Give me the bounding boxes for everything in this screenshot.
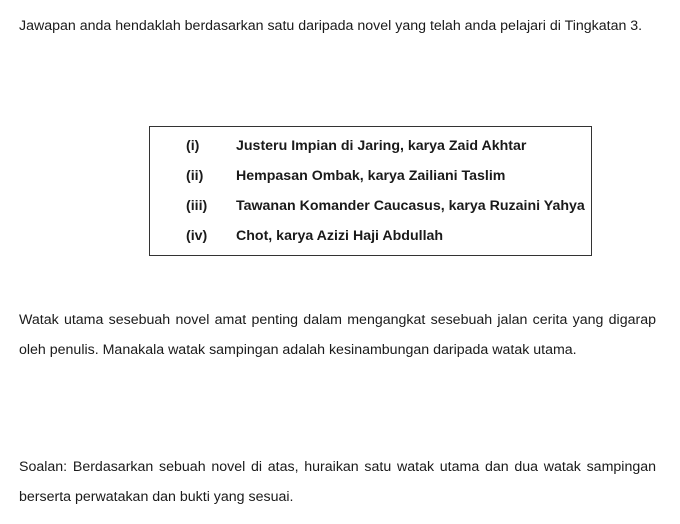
- novel-title: Tawanan Komander Caucasus, karya Ruzaini Yahya: [236, 198, 585, 214]
- novel-item-3: [186, 191, 585, 221]
- novel-title: Chot, karya Azizi Haji Abdullah: [236, 228, 444, 244]
- novel-item-1: [186, 131, 585, 161]
- novel-number: (i): [186, 138, 200, 154]
- novel-item-2: [186, 161, 585, 191]
- novel-number: (ii): [186, 168, 204, 184]
- novel-number: (iii): [186, 198, 208, 214]
- intro-paragraph: Jawapan anda hendaklah berdasarkan satu daripada novel yang telah anda pelajari di Tingkatan 3.: [19, 18, 643, 34]
- novel-list-box: [149, 126, 592, 256]
- novel-item-4: [186, 221, 585, 251]
- description-paragraph: Watak utama sesebuah novel amat penting dalam mengangkat sesebuah jalan cerita yang digarap oleh penulis. Manakala watak sampingan adalah kesinambungan daripada watak utama.: [19, 312, 656, 358]
- novel-number: (iv): [186, 228, 208, 244]
- novel-list: [186, 131, 585, 251]
- question-paragraph: Soalan: Berdasarkan sebuah novel di atas, huraikan satu watak utama dan dua watak sampingan berserta perwatakan dan bukti yang sesuai.: [19, 459, 656, 505]
- novel-title: Hempasan Ombak, karya Zailiani Taslim: [236, 168, 506, 184]
- novel-title: Justeru Impian di Jaring, karya Zaid Akhtar: [236, 138, 527, 154]
